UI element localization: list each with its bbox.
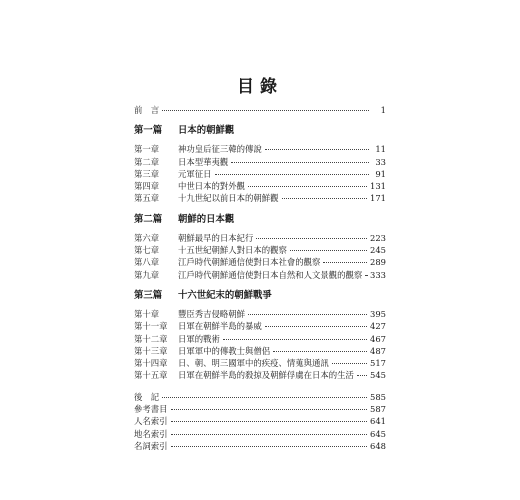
chapter-number: 第三章 bbox=[134, 168, 160, 179]
toc-entry-label: 人名索引 bbox=[134, 416, 168, 427]
dot-leader bbox=[171, 421, 368, 422]
toc-entry-chapter[interactable] bbox=[134, 357, 386, 369]
toc-page-number: 223 bbox=[370, 232, 386, 243]
chapter-number: 第十四章 bbox=[134, 358, 168, 369]
part-number: 第三篇 bbox=[134, 289, 163, 301]
dot-leader bbox=[256, 238, 367, 239]
dot-leader bbox=[273, 351, 367, 352]
toc-page-number: 131 bbox=[370, 181, 386, 192]
dot-leader bbox=[215, 174, 370, 175]
page-title: 目錄 bbox=[237, 77, 283, 97]
toc-page-number: 91 bbox=[375, 168, 386, 179]
dot-leader bbox=[231, 162, 369, 163]
dot-leader bbox=[171, 409, 368, 410]
dot-leader bbox=[162, 397, 367, 398]
toc-entry-back-matter[interactable] bbox=[134, 415, 386, 427]
toc-page-number: 171 bbox=[370, 193, 386, 204]
dot-leader bbox=[365, 275, 367, 276]
chapter-number: 第二章 bbox=[134, 156, 160, 167]
toc-page-number: 333 bbox=[370, 269, 386, 280]
part-title: 十六世紀末的朝鮮戰爭 bbox=[178, 289, 272, 301]
dot-leader bbox=[290, 250, 367, 251]
toc-entry-chapter[interactable] bbox=[134, 269, 386, 281]
chapter-number: 第十五章 bbox=[134, 370, 168, 381]
chapter-number: 第八章 bbox=[134, 257, 160, 268]
part-title: 日本的朝鮮觀 bbox=[178, 125, 235, 137]
dot-leader bbox=[282, 198, 368, 199]
toc-entry-chapter[interactable] bbox=[134, 192, 386, 204]
toc-entry-back-matter[interactable] bbox=[134, 440, 386, 452]
toc-page-number: 645 bbox=[370, 428, 386, 439]
toc-page-number: 648 bbox=[370, 440, 386, 451]
chapter-title: 日軍在朝鮮半島的殺掠及朝鮮俘虜在日本的生活 bbox=[178, 370, 354, 381]
part-heading[interactable] bbox=[134, 213, 386, 227]
toc-entry-label: 參考書目 bbox=[134, 404, 168, 415]
toc-entry-chapter[interactable] bbox=[134, 345, 386, 357]
chapter-title: 江戶時代朝鮮通信使對日本社會的觀察 bbox=[178, 257, 321, 268]
toc-page-number: 487 bbox=[370, 345, 386, 356]
chapter-title: 日軍軍中的傳教士與僧侶 bbox=[178, 345, 271, 356]
chapter-number: 第十三章 bbox=[134, 345, 168, 356]
dot-leader bbox=[323, 262, 367, 263]
chapter-title: 中世日本的對外觀 bbox=[178, 181, 245, 192]
chapter-title: 神功皇后征三韓的傳說 bbox=[178, 144, 262, 155]
toc-page-number: 641 bbox=[370, 416, 386, 427]
dot-leader bbox=[171, 434, 368, 435]
chapter-number: 第十一章 bbox=[134, 321, 168, 332]
toc-entry-preface[interactable] bbox=[134, 104, 386, 116]
toc-entry-chapter[interactable] bbox=[134, 232, 386, 244]
dot-leader bbox=[248, 186, 367, 187]
toc-page-number: 517 bbox=[370, 358, 386, 369]
table-of-contents bbox=[134, 104, 386, 452]
toc-page-number: 467 bbox=[370, 333, 386, 344]
toc-page-number: 245 bbox=[370, 245, 386, 256]
chapter-title: 元軍征日 bbox=[178, 168, 212, 179]
dot-leader bbox=[223, 339, 367, 340]
part-number: 第二篇 bbox=[134, 213, 163, 225]
chapter-number: 第五章 bbox=[134, 193, 160, 204]
toc-entry-chapter[interactable] bbox=[134, 333, 386, 345]
chapter-title: 十九世紀以前日本的朝鮮觀 bbox=[178, 193, 279, 204]
toc-entry-back-matter[interactable] bbox=[134, 403, 386, 415]
dot-leader bbox=[332, 363, 367, 364]
chapter-number: 第六章 bbox=[134, 232, 160, 243]
toc-entry-label: 地名索引 bbox=[134, 428, 168, 439]
chapter-title: 朝鮮最早的日本紀行 bbox=[178, 232, 254, 243]
toc-page-number: 33 bbox=[375, 156, 386, 167]
part-heading[interactable] bbox=[134, 124, 386, 138]
part-heading[interactable] bbox=[134, 289, 386, 303]
toc-entry-chapter[interactable] bbox=[134, 168, 386, 180]
toc-entry-chapter[interactable] bbox=[134, 320, 386, 332]
toc-page-number: 427 bbox=[370, 321, 386, 332]
toc-page-number: 1 bbox=[380, 105, 386, 115]
toc-entry-chapter[interactable] bbox=[134, 369, 386, 381]
chapter-title: 江戶時代朝鮮通信使對日本自然和人文景觀的觀察 bbox=[178, 269, 363, 280]
toc-entry-back-matter[interactable] bbox=[134, 428, 386, 440]
chapter-title: 豐臣秀吉侵略朝鮮 bbox=[178, 308, 245, 319]
chapter-number: 第十二章 bbox=[134, 333, 168, 344]
dot-leader bbox=[162, 110, 369, 111]
toc-page-number: 545 bbox=[370, 370, 386, 381]
dot-leader bbox=[248, 314, 367, 315]
toc-entry-label: 後 記 bbox=[134, 391, 160, 402]
toc-entry-label: 前 言 bbox=[134, 105, 160, 115]
toc-page-number: 587 bbox=[370, 404, 386, 415]
toc-entry-chapter[interactable] bbox=[134, 308, 386, 320]
chapter-number: 第九章 bbox=[134, 269, 160, 280]
toc-page-number: 289 bbox=[370, 257, 386, 268]
toc-entry-chapter[interactable] bbox=[134, 256, 386, 268]
part-title: 朝鮮的日本觀 bbox=[178, 213, 235, 225]
toc-entry-chapter[interactable] bbox=[134, 143, 386, 155]
part-number: 第一篇 bbox=[134, 125, 163, 137]
chapter-number: 第四章 bbox=[134, 181, 160, 192]
toc-page-number: 11 bbox=[375, 144, 386, 155]
chapter-title: 日軍在朝鮮半島的暴威 bbox=[178, 321, 262, 332]
toc-entry-label: 名詞索引 bbox=[134, 440, 168, 451]
dot-leader bbox=[171, 446, 368, 447]
chapter-title: 日本型華夷觀 bbox=[178, 156, 229, 167]
chapter-title: 日軍的戰術 bbox=[178, 333, 220, 344]
chapter-number: 第七章 bbox=[134, 245, 160, 256]
toc-entry-chapter[interactable] bbox=[134, 180, 386, 192]
toc-entry-chapter[interactable] bbox=[134, 156, 386, 168]
dot-leader bbox=[357, 375, 367, 376]
toc-page-number: 395 bbox=[370, 308, 386, 319]
chapter-title: 十五世紀朝鮮人對日本的觀察 bbox=[178, 245, 287, 256]
toc-entry-back-matter[interactable] bbox=[134, 391, 386, 403]
chapter-number: 第一章 bbox=[134, 144, 160, 155]
chapter-number: 第十章 bbox=[134, 308, 160, 319]
toc-page-number: 585 bbox=[370, 391, 386, 402]
dot-leader bbox=[265, 149, 369, 150]
toc-entry-chapter[interactable] bbox=[134, 244, 386, 256]
dot-leader bbox=[265, 326, 367, 327]
chapter-title: 日、朝、明三國軍中的疾疫、情蒐與通訊 bbox=[178, 358, 329, 369]
